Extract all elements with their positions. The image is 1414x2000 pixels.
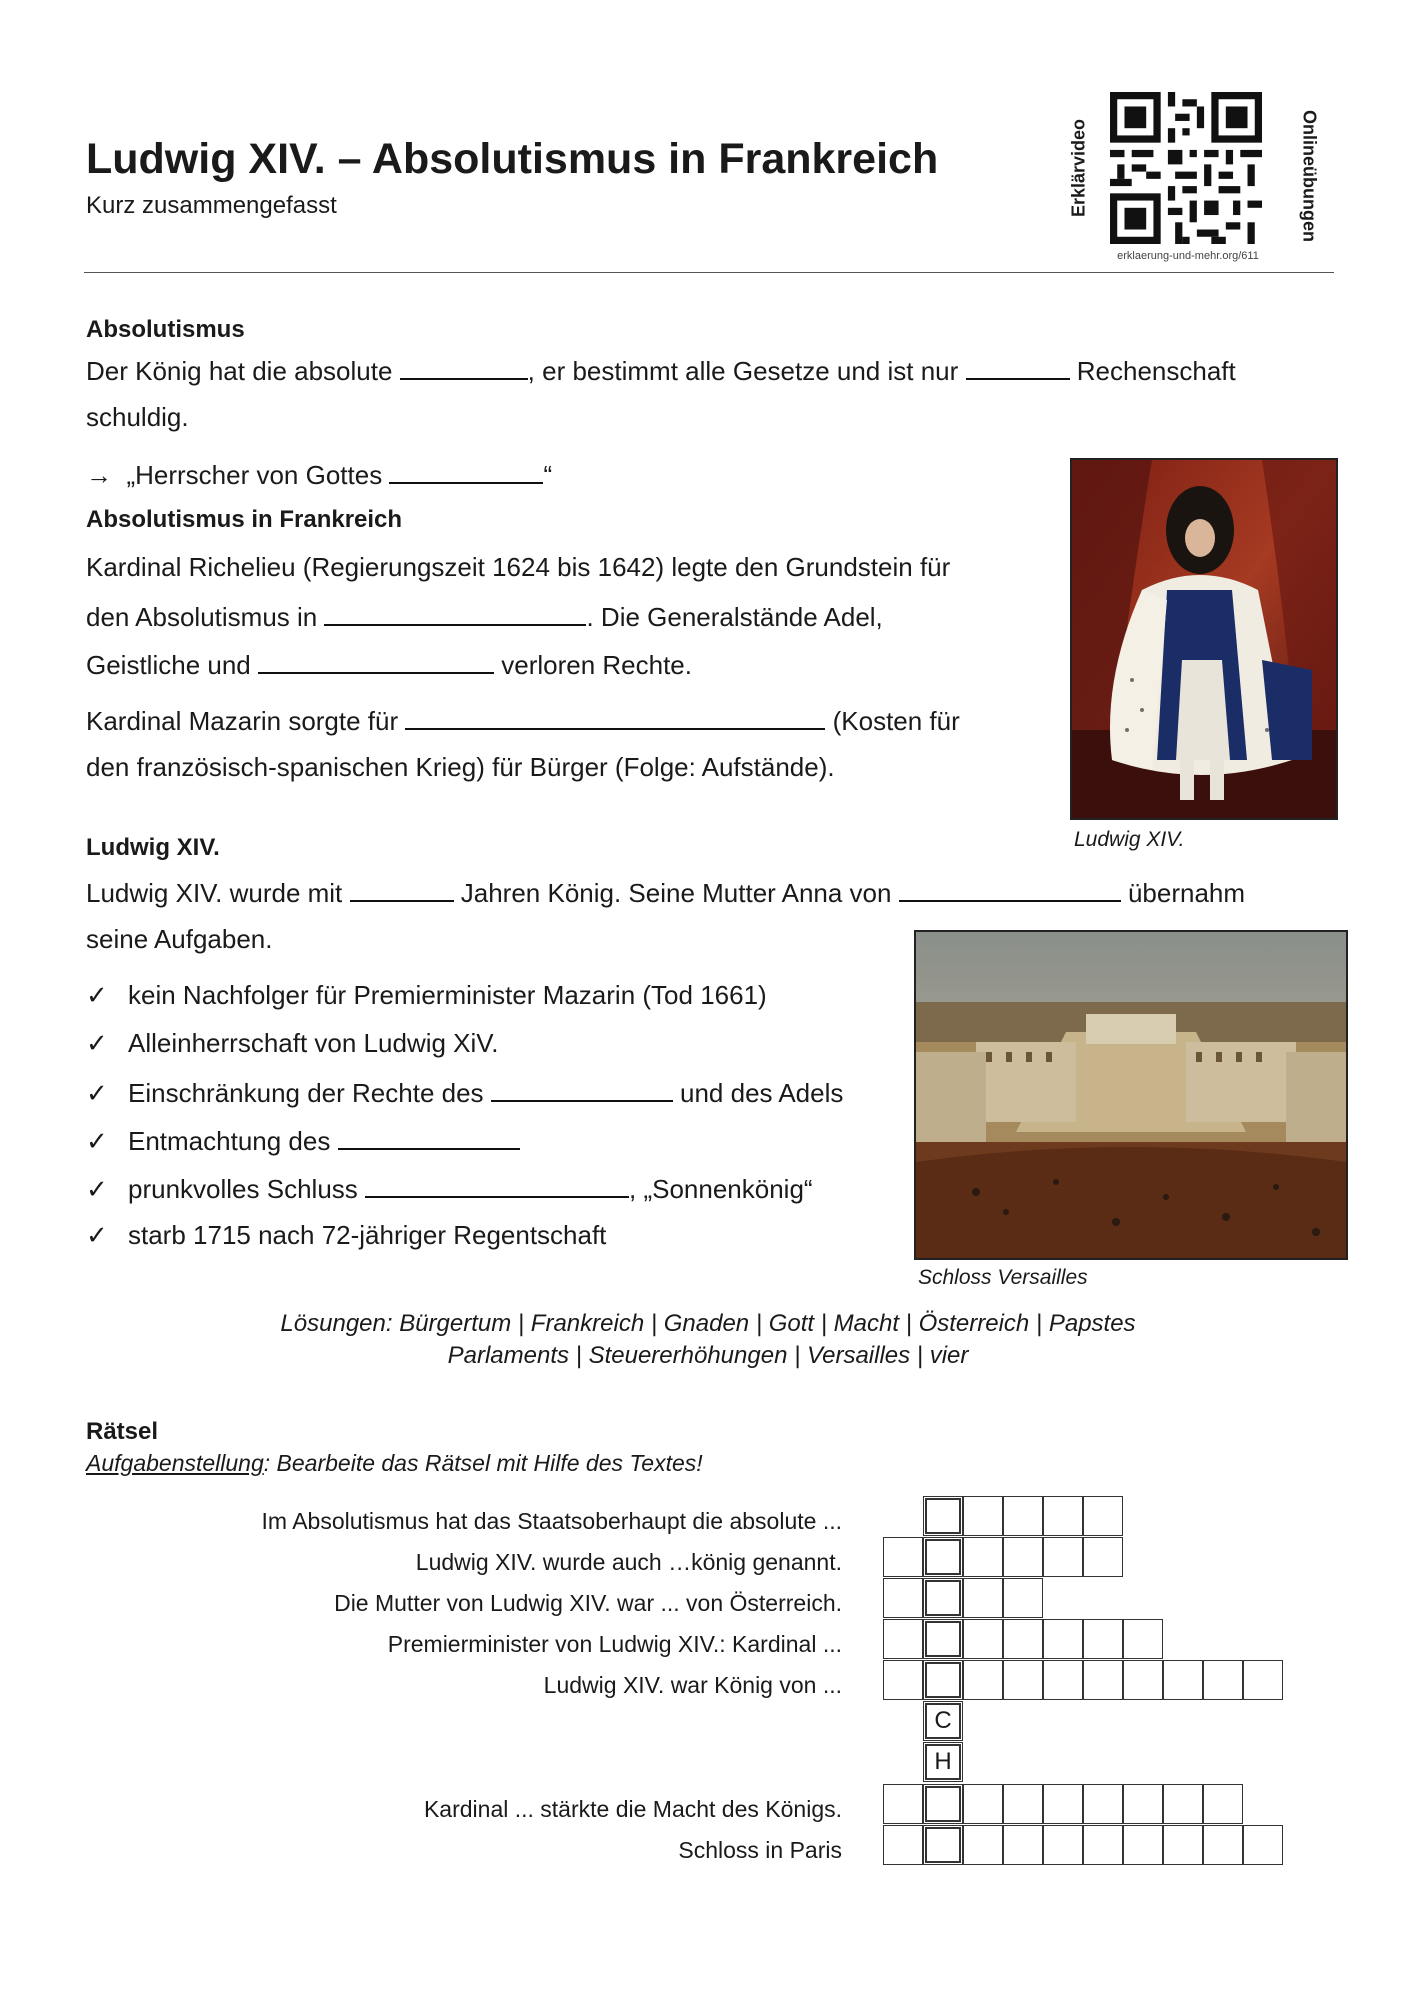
crossword-cell[interactable]: [883, 1825, 923, 1865]
crossword-cell[interactable]: [963, 1825, 1003, 1865]
blank-buergertum[interactable]: [258, 648, 494, 674]
blank-papstes[interactable]: [338, 1124, 520, 1150]
crossword-cell-given: H: [923, 1742, 963, 1782]
crossword-cell[interactable]: [1203, 1784, 1243, 1824]
check-icon: ✓: [86, 1174, 108, 1204]
crossword-cell[interactable]: [963, 1660, 1003, 1700]
blank-steuererhoehungen[interactable]: [405, 704, 825, 730]
list-item: ✓ Alleinherrschaft von Ludwig XiV.: [86, 1028, 499, 1058]
crossword-cell[interactable]: [1123, 1660, 1163, 1700]
list-item: ✓ prunkvolles Schluss , „Sonnenkönig“: [86, 1174, 813, 1204]
blank-gott[interactable]: [966, 354, 1070, 380]
list-item: ✓ kein Nachfolger für Premierminister Mazarin (Tod 1661): [86, 980, 767, 1010]
crossword-cell[interactable]: [1123, 1619, 1163, 1659]
check-icon: ✓: [86, 980, 108, 1010]
crossword-cell[interactable]: [923, 1578, 963, 1618]
blank-oesterreich[interactable]: [899, 876, 1121, 902]
crossword-cell[interactable]: [1083, 1784, 1123, 1824]
crossword-cell[interactable]: [1083, 1619, 1123, 1659]
absolutismus-line-3: → „Herrscher von Gottes “: [86, 460, 553, 490]
clue-2: Ludwig XIV. wurde auch …könig genannt.: [415, 1549, 842, 1575]
check-icon: ✓: [86, 1078, 108, 1108]
crossword-cell[interactable]: [1243, 1660, 1283, 1700]
crossword-cell[interactable]: [963, 1784, 1003, 1824]
crossword-cell[interactable]: [1083, 1537, 1123, 1577]
blank-macht[interactable]: [400, 354, 528, 380]
clue-6: Kardinal ... stärkte die Macht des Königs.: [423, 1796, 842, 1822]
crossword-cell[interactable]: [1043, 1537, 1083, 1577]
clue-7: Schloss in Paris: [678, 1837, 842, 1863]
crossword-cell[interactable]: [1003, 1496, 1043, 1536]
crossword-cell[interactable]: [883, 1578, 923, 1618]
clue-4: Premierminister von Ludwig XIV.: Kardinal ...: [387, 1631, 842, 1657]
crossword-cell[interactable]: [1043, 1619, 1083, 1659]
portrait-caption: Ludwig XIV.: [1074, 828, 1185, 851]
absolutismus-line-1: Der König hat die absolute , er bestimmt alle Gesetze und ist nur Rechenschaft: [86, 356, 1236, 386]
check-icon: ✓: [86, 1028, 108, 1058]
absolutismus-line-2: schuldig.: [86, 402, 189, 432]
crossword-cell[interactable]: [923, 1496, 963, 1536]
crossword-cell[interactable]: [1243, 1825, 1283, 1865]
list-item: ✓ Entmachtung des: [86, 1124, 520, 1157]
crossword-cell[interactable]: [1043, 1784, 1083, 1824]
crossword-cell[interactable]: [883, 1784, 923, 1824]
qr-code-icon[interactable]: [1110, 92, 1262, 244]
qr-label-video: Erklärvideo: [1068, 118, 1089, 218]
crossword-cell[interactable]: [1003, 1825, 1043, 1865]
crossword-cell[interactable]: [1123, 1784, 1163, 1824]
page-subtitle: Kurz zusammengefasst: [86, 192, 337, 219]
versailles-caption: Schloss Versailles: [918, 1266, 1088, 1289]
crossword-cell[interactable]: [1163, 1825, 1203, 1865]
clue-1: Im Absolutismus hat das Staatsoberhaupt die absolute ...: [261, 1508, 842, 1534]
section-heading-ludwig: Ludwig XIV.: [86, 834, 220, 861]
crossword-cell[interactable]: [883, 1660, 923, 1700]
crossword-cell[interactable]: [1003, 1619, 1043, 1659]
crossword-cell[interactable]: [1163, 1784, 1203, 1824]
crossword-cell[interactable]: [1043, 1825, 1083, 1865]
crossword-cell[interactable]: [923, 1784, 963, 1824]
crossword-cell[interactable]: [1003, 1578, 1043, 1618]
arrow-icon: →: [86, 460, 112, 490]
qr-label-exercises: Onlineübungen: [1299, 110, 1320, 242]
crossword-cell[interactable]: [883, 1619, 923, 1659]
solutions-line-1: Lösungen: Bürgertum | Frankreich | Gnaden | Gott | Macht | Österreich | Papstes: [280, 1310, 1136, 1337]
frankreich-line-1: Kardinal Richelieu (Regierungszeit 1624 bis 1642) legte den Grundstein für: [86, 552, 951, 582]
crossword-cell[interactable]: [923, 1537, 963, 1577]
crossword-cell[interactable]: [963, 1537, 1003, 1577]
crossword-cell[interactable]: [1083, 1825, 1123, 1865]
section-heading-raetsel: Rätsel: [86, 1418, 159, 1445]
versailles-image: [914, 930, 1348, 1260]
header-divider: [84, 272, 1334, 273]
crossword-cell[interactable]: [1203, 1660, 1243, 1700]
frankreich-line-4: Kardinal Mazarin sorgte für (Kosten für: [86, 706, 960, 736]
solutions-line-2: Parlaments | Steuererhöhungen | Versailles | vier: [447, 1342, 969, 1369]
task-instruction: Aufgabenstellung: Bearbeite das Rätsel mit Hilfe des Textes!: [86, 1450, 703, 1476]
frankreich-line-5: den französisch-spanischen Krieg) für Bürger (Folge: Aufstände).: [86, 752, 835, 782]
clue-5: Ludwig XIV. war König von ...: [543, 1672, 842, 1698]
clue-3: Die Mutter von Ludwig XIV. war ... von Österreich.: [334, 1590, 842, 1616]
blank-versailles[interactable]: [365, 1172, 629, 1198]
blank-gnaden[interactable]: [389, 458, 543, 484]
crossword-cell[interactable]: [963, 1578, 1003, 1618]
ludwig-line-2: seine Aufgaben.: [86, 924, 273, 954]
crossword-cell[interactable]: [1203, 1825, 1243, 1865]
check-icon: ✓: [86, 1126, 108, 1156]
list-item: ✓ starb 1715 nach 72-jähriger Regentschaft: [86, 1220, 607, 1250]
crossword-cell[interactable]: [963, 1619, 1003, 1659]
page-title: Ludwig XIV. – Absolutismus in Frankreich: [86, 135, 939, 183]
crossword-cell[interactable]: [1043, 1496, 1083, 1536]
portrait-ludwig-image: [1070, 458, 1338, 820]
crossword-cell[interactable]: [1163, 1660, 1203, 1700]
blank-vier[interactable]: [350, 876, 454, 902]
list-item: ✓ Einschränkung der Rechte des und des Adels: [86, 1078, 844, 1108]
blank-parlaments[interactable]: [491, 1076, 673, 1102]
crossword-cell[interactable]: [923, 1825, 963, 1865]
crossword-cell[interactable]: [1003, 1784, 1043, 1824]
crossword-cell[interactable]: [1083, 1660, 1123, 1700]
section-heading-absolutismus: Absolutismus: [86, 316, 245, 343]
crossword-cell[interactable]: [923, 1660, 963, 1700]
check-icon: ✓: [86, 1220, 108, 1250]
frankreich-line-3: Geistliche und verloren Rechte.: [86, 650, 692, 680]
frankreich-line-2: den Absolutismus in . Die Generalstände Adel,: [86, 602, 883, 632]
crossword-cell[interactable]: [1003, 1660, 1043, 1700]
blank-frankreich[interactable]: [324, 600, 586, 626]
crossword-cell[interactable]: [1083, 1496, 1123, 1536]
section-heading-frankreich: Absolutismus in Frankreich: [86, 506, 403, 533]
ludwig-line-1: Ludwig XIV. wurde mit Jahren König. Seine Mutter Anna von übernahm: [86, 878, 1246, 908]
crossword-cell[interactable]: [1043, 1660, 1083, 1700]
crossword-cell[interactable]: [923, 1619, 963, 1659]
crossword-cell-given: C: [923, 1701, 963, 1741]
crossword-cell[interactable]: [1123, 1825, 1163, 1865]
crossword-cell[interactable]: [963, 1496, 1003, 1536]
qr-url: erklaerung-und-mehr.org/611: [1117, 250, 1259, 262]
crossword-cell[interactable]: [1003, 1537, 1043, 1577]
crossword-cell[interactable]: [883, 1537, 923, 1577]
